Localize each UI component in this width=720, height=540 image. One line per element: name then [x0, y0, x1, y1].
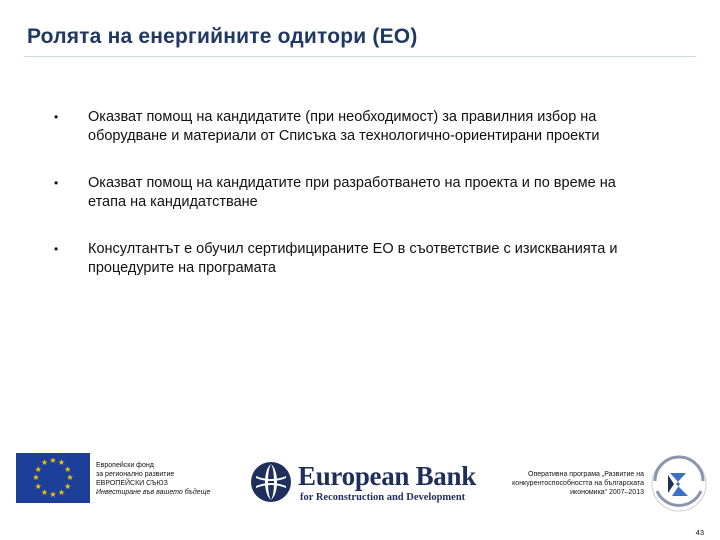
ebrd-subtitle: for Reconstruction and Development [300, 492, 466, 503]
bullet-list [48, 108, 688, 278]
eu-fund-line: ЕВРОПЕЙСКИ СЪЮЗ [96, 480, 168, 487]
eu-star-icon: ★ [34, 481, 42, 491]
bullet-line: Оказват помощ на кандидатите (при необходимост) за правилния избор на [88, 109, 597, 125]
eu-fund-caption [96, 461, 210, 497]
ebrd-logo [250, 459, 476, 507]
eu-star-icon: ★ [57, 487, 66, 497]
eu-star-icon: ★ [34, 464, 42, 474]
bullet-line: Оказват помощ на кандидатите при разработването на проекта и по време на [88, 175, 616, 191]
eu-star-icon: ★ [49, 490, 57, 499]
eu-fund-line: Европейски фонд [96, 462, 154, 469]
eu-star-icon: ★ [64, 464, 72, 474]
bullet-marker: • [54, 110, 59, 124]
eu-star-icon: ★ [49, 456, 57, 465]
page-number: 43 [695, 528, 704, 537]
eu-flag-logo [16, 453, 90, 503]
bullet-line: оборудване и материали от Списъка за технологично-ориентирани проекти [88, 128, 600, 144]
slide-title: Ролята на енергийните одитори (ЕО) [27, 25, 418, 48]
eu-star-icon: ★ [66, 473, 74, 482]
bullet-item [48, 174, 688, 212]
eu-star-icon: ★ [40, 487, 49, 497]
eu-fund-line: за регионално развитие [96, 471, 175, 478]
op-caption-line: конкурентоспособността на българската [512, 480, 644, 487]
op-competitiveness-logo [646, 453, 710, 515]
ebrd-name: European Bank [298, 461, 476, 491]
bullet-line: етапа на кандидатстване [88, 194, 258, 210]
bullet-line: процедурите на програмата [88, 260, 276, 276]
eu-star-icon: ★ [40, 458, 49, 468]
eu-star-icon: ★ [64, 481, 72, 491]
bullet-item [48, 240, 688, 278]
ebrd-globe-icon [250, 461, 292, 503]
bullet-marker: • [54, 176, 59, 190]
eu-star-icon: ★ [57, 458, 66, 468]
op-caption [464, 470, 644, 497]
op-caption-line: икономика“ 2007–2013 [570, 489, 644, 496]
eu-fund-slogan: Инвестиране във вашето бъдеще [96, 489, 211, 496]
op-caption-line: Оперативна програма „Развитие на [528, 471, 644, 478]
bullet-item [48, 108, 688, 146]
bullet-line: Консултантът е обучил сертифицираните ЕО в съответствие с изискванията и [88, 241, 618, 257]
title-divider [24, 56, 696, 57]
eu-star-icon: ★ [32, 473, 40, 482]
bullet-marker: • [54, 242, 59, 256]
